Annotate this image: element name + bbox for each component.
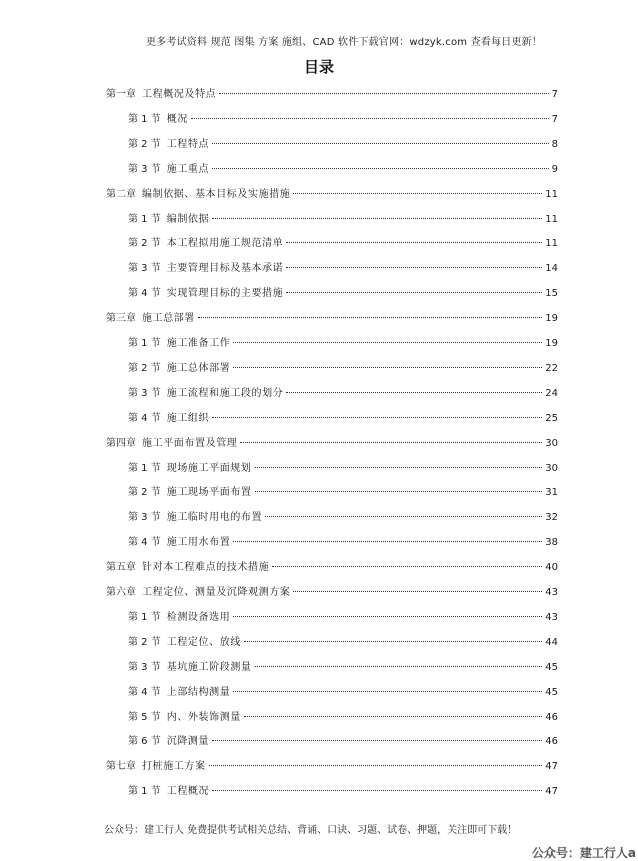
toc-entry-page-number: 43 bbox=[545, 587, 558, 598]
dot-leader bbox=[244, 716, 542, 717]
toc-entry-title: 工程概况 bbox=[166, 786, 210, 798]
toc-entry-page-number: 19 bbox=[545, 338, 558, 349]
toc-entry-chapter[interactable] bbox=[106, 188, 558, 202]
dot-leader bbox=[209, 765, 543, 766]
toc-entry-number: 第一章 bbox=[106, 89, 136, 100]
toc-entry-title: 施工总部署 bbox=[142, 313, 195, 325]
toc-entry-title: 施工组织 bbox=[166, 412, 210, 424]
toc-entry-number: 第 2 节 bbox=[128, 487, 161, 499]
dot-leader bbox=[212, 417, 542, 418]
page-header-note: 更多考试资料 规范 图集 方案 施组、CAD 软件下载官网：wdzyk.com 查看每日更新！ bbox=[145, 37, 542, 48]
toc-entry-number: 第 1 节 bbox=[128, 113, 161, 125]
toc-entry-title: 工程定位、放线 bbox=[166, 636, 241, 648]
toc-entry-title: 实现管理目标的主要措施 bbox=[166, 288, 284, 300]
toc-entry-section[interactable] bbox=[128, 213, 558, 227]
toc-entry-page-number: 19 bbox=[545, 313, 558, 325]
toc-entry-section[interactable] bbox=[128, 536, 558, 550]
toc-entry-title: 本工程拟用施工规范清单 bbox=[166, 238, 284, 250]
toc-entry-title: 概况 bbox=[166, 113, 188, 125]
toc-entry-title: 打桩施工方案 bbox=[142, 761, 206, 773]
toc-entry-section[interactable] bbox=[128, 113, 558, 127]
toc-entry-section[interactable] bbox=[128, 412, 558, 426]
dot-leader bbox=[255, 467, 543, 468]
dot-leader bbox=[212, 168, 548, 169]
toc-entry-section[interactable] bbox=[128, 661, 558, 675]
dot-leader bbox=[233, 367, 542, 368]
dot-leader bbox=[255, 491, 543, 492]
dot-leader bbox=[286, 292, 542, 293]
toc-entry-section[interactable] bbox=[128, 362, 558, 376]
toc-entry-title: 施工准备工作 bbox=[166, 338, 231, 349]
page-title: 目录 bbox=[303, 58, 334, 76]
toc-entry-title: 编制依据 bbox=[166, 213, 210, 225]
toc-entry-section[interactable] bbox=[128, 138, 558, 152]
toc-entry-number: 第二章 bbox=[106, 188, 136, 200]
toc-entry-page-number: 24 bbox=[545, 387, 558, 399]
dot-leader bbox=[244, 641, 542, 642]
toc-entry-number: 第 1 节 bbox=[128, 786, 161, 798]
toc-entry-title: 现场施工平面规划 bbox=[166, 462, 252, 474]
dot-leader bbox=[191, 118, 549, 119]
toc-entry-section[interactable] bbox=[128, 237, 558, 251]
toc-entry-number: 第 3 节 bbox=[128, 661, 161, 673]
toc-entry-number: 第 5 节 bbox=[128, 711, 161, 723]
dot-leader bbox=[255, 666, 543, 667]
toc-entry-section[interactable] bbox=[128, 785, 558, 799]
toc-entry-chapter[interactable] bbox=[106, 760, 558, 774]
toc-entry-page-number: 32 bbox=[545, 512, 558, 524]
dot-leader bbox=[212, 218, 542, 219]
toc-entry-section[interactable] bbox=[128, 611, 558, 625]
toc-entry-title: 内、外装饰测量 bbox=[166, 711, 241, 723]
toc-entry-number: 第 3 节 bbox=[128, 387, 161, 399]
toc-entry-title: 工程定位、测量及沉降观测方案 bbox=[142, 587, 291, 598]
toc-entry-title: 编制依据、基本目标及实施措施 bbox=[142, 188, 291, 200]
toc-entry-title: 施工流程和施工段的划分 bbox=[166, 387, 284, 399]
toc-entry-title: 施工总体部署 bbox=[166, 362, 231, 374]
toc-entry-number: 第 4 节 bbox=[128, 288, 161, 300]
toc-entry-section[interactable] bbox=[128, 262, 558, 276]
toc-entry-section[interactable] bbox=[128, 387, 558, 401]
dot-leader bbox=[293, 591, 542, 592]
toc-entry-number: 第 4 节 bbox=[128, 686, 161, 698]
toc-entry-number: 第七章 bbox=[106, 761, 136, 773]
dot-leader bbox=[198, 317, 542, 318]
toc-entry-section[interactable] bbox=[128, 462, 558, 476]
dot-leader bbox=[212, 740, 542, 741]
dot-leader bbox=[233, 342, 542, 343]
toc-entry-title: 工程概况及特点 bbox=[142, 89, 217, 100]
toc-entry-number: 第四章 bbox=[106, 437, 136, 449]
toc-entry-number: 第 1 节 bbox=[128, 462, 161, 474]
toc-entry-number: 第五章 bbox=[106, 562, 136, 574]
toc-entry-section[interactable] bbox=[128, 287, 558, 301]
dot-leader bbox=[212, 143, 548, 144]
toc-entry-page-number: 45 bbox=[545, 686, 558, 698]
toc-entry-page-number: 47 bbox=[545, 761, 558, 773]
toc-entry-chapter[interactable] bbox=[106, 561, 558, 575]
toc-entry-title: 施工用水布置 bbox=[166, 537, 231, 549]
toc-entry-title: 沉降测量 bbox=[166, 736, 210, 748]
toc-entry-page-number: 30 bbox=[545, 462, 558, 474]
toc-entry-page-number: 15 bbox=[545, 288, 558, 300]
toc-entry-number: 第 3 节 bbox=[128, 512, 161, 524]
toc-entry-section[interactable] bbox=[128, 636, 558, 650]
dot-leader bbox=[286, 267, 542, 268]
toc-entry-number: 第 1 节 bbox=[128, 611, 161, 623]
toc-entry-page-number: 11 bbox=[545, 213, 558, 225]
toc-entry-title: 施工临时用电的布置 bbox=[166, 512, 263, 524]
watermark-text: 公众号：建工行人a bbox=[531, 846, 636, 860]
toc-entry-page-number: 9 bbox=[551, 163, 558, 175]
toc-entry-page-number: 7 bbox=[551, 113, 558, 125]
toc-entry-chapter[interactable] bbox=[106, 312, 558, 326]
toc-entry-page-number: 22 bbox=[545, 362, 558, 374]
dot-leader bbox=[286, 242, 542, 243]
toc-entry-number: 第六章 bbox=[106, 587, 136, 598]
toc-entry-section[interactable] bbox=[128, 163, 558, 177]
toc-entry-page-number: 25 bbox=[545, 412, 558, 424]
toc-entry-page-number: 45 bbox=[545, 661, 558, 673]
toc-entry-number: 第 6 节 bbox=[128, 736, 161, 748]
toc-entry-section[interactable] bbox=[128, 511, 558, 525]
toc-entry-section[interactable] bbox=[128, 486, 558, 500]
toc-entry-title: 施工现场平面布置 bbox=[166, 487, 252, 499]
dot-leader bbox=[265, 516, 542, 517]
dot-leader bbox=[286, 392, 542, 393]
toc-entry-page-number: 11 bbox=[545, 238, 558, 250]
toc-entry-number: 第 1 节 bbox=[128, 338, 161, 349]
toc-entry-page-number: 30 bbox=[545, 437, 558, 449]
toc-entry-title: 基坑施工阶段测量 bbox=[166, 661, 252, 673]
toc-entry-page-number: 11 bbox=[545, 188, 558, 200]
toc-entry-number: 第 4 节 bbox=[128, 537, 161, 549]
toc-entry-number: 第 2 节 bbox=[128, 138, 161, 150]
dot-leader bbox=[219, 93, 548, 94]
toc-entry-number: 第 2 节 bbox=[128, 238, 161, 250]
toc-entry-page-number: 7 bbox=[551, 89, 558, 100]
toc-entry-page-number: 46 bbox=[545, 736, 558, 748]
dot-leader bbox=[293, 193, 542, 194]
toc-entry-title: 上部结构测量 bbox=[166, 686, 231, 698]
toc-entry-title: 施工重点 bbox=[166, 163, 210, 175]
toc-entry-page-number: 46 bbox=[545, 711, 558, 723]
dot-leader bbox=[233, 616, 542, 617]
toc-entry-page-number: 38 bbox=[545, 537, 558, 549]
toc-entry-number: 第 2 节 bbox=[128, 362, 161, 374]
toc-entry-section[interactable] bbox=[128, 735, 558, 749]
toc-entry-section[interactable] bbox=[128, 686, 558, 700]
toc-entry-number: 第 4 节 bbox=[128, 412, 161, 424]
toc-entry-page-number: 14 bbox=[545, 263, 558, 275]
dot-leader bbox=[240, 442, 542, 443]
toc-entry-chapter[interactable] bbox=[106, 586, 558, 600]
toc-entry-title: 工程特点 bbox=[166, 138, 210, 150]
dot-leader bbox=[212, 790, 542, 791]
toc-entry-page-number: 40 bbox=[545, 562, 558, 574]
toc-entry-title: 检测设备选用 bbox=[166, 611, 231, 623]
toc-entry-number: 第 1 节 bbox=[128, 213, 161, 225]
footer-notice: 公众号：建工行人 免费提供考试相关总结、背诵、口诀、习题、试卷、押题，关注即可下载！ bbox=[104, 825, 518, 836]
toc-entry-page-number: 31 bbox=[545, 487, 558, 499]
toc-entry-number: 第三章 bbox=[106, 313, 136, 325]
dot-leader bbox=[272, 566, 542, 567]
toc-entry-number: 第 3 节 bbox=[128, 163, 161, 175]
toc-entry-page-number: 47 bbox=[545, 786, 558, 798]
toc-entry-title: 施工平面布置及管理 bbox=[142, 437, 238, 449]
toc-entry-page-number: 43 bbox=[545, 611, 558, 623]
toc-entry-chapter[interactable] bbox=[106, 88, 558, 102]
toc-entry-number: 第 3 节 bbox=[128, 263, 161, 275]
toc-entry-section[interactable] bbox=[128, 337, 558, 351]
toc-entry-title: 针对本工程难点的技术措施 bbox=[142, 562, 270, 574]
toc-entry-section[interactable] bbox=[128, 711, 558, 725]
toc-entry-title: 主要管理目标及基本承诺 bbox=[166, 263, 284, 275]
toc-entry-page-number: 8 bbox=[551, 138, 558, 150]
toc-entry-number: 第 2 节 bbox=[128, 636, 161, 648]
dot-leader bbox=[233, 691, 542, 692]
toc-entry-page-number: 44 bbox=[545, 636, 558, 648]
dot-leader bbox=[233, 541, 542, 542]
toc-entry-chapter[interactable] bbox=[106, 437, 558, 451]
